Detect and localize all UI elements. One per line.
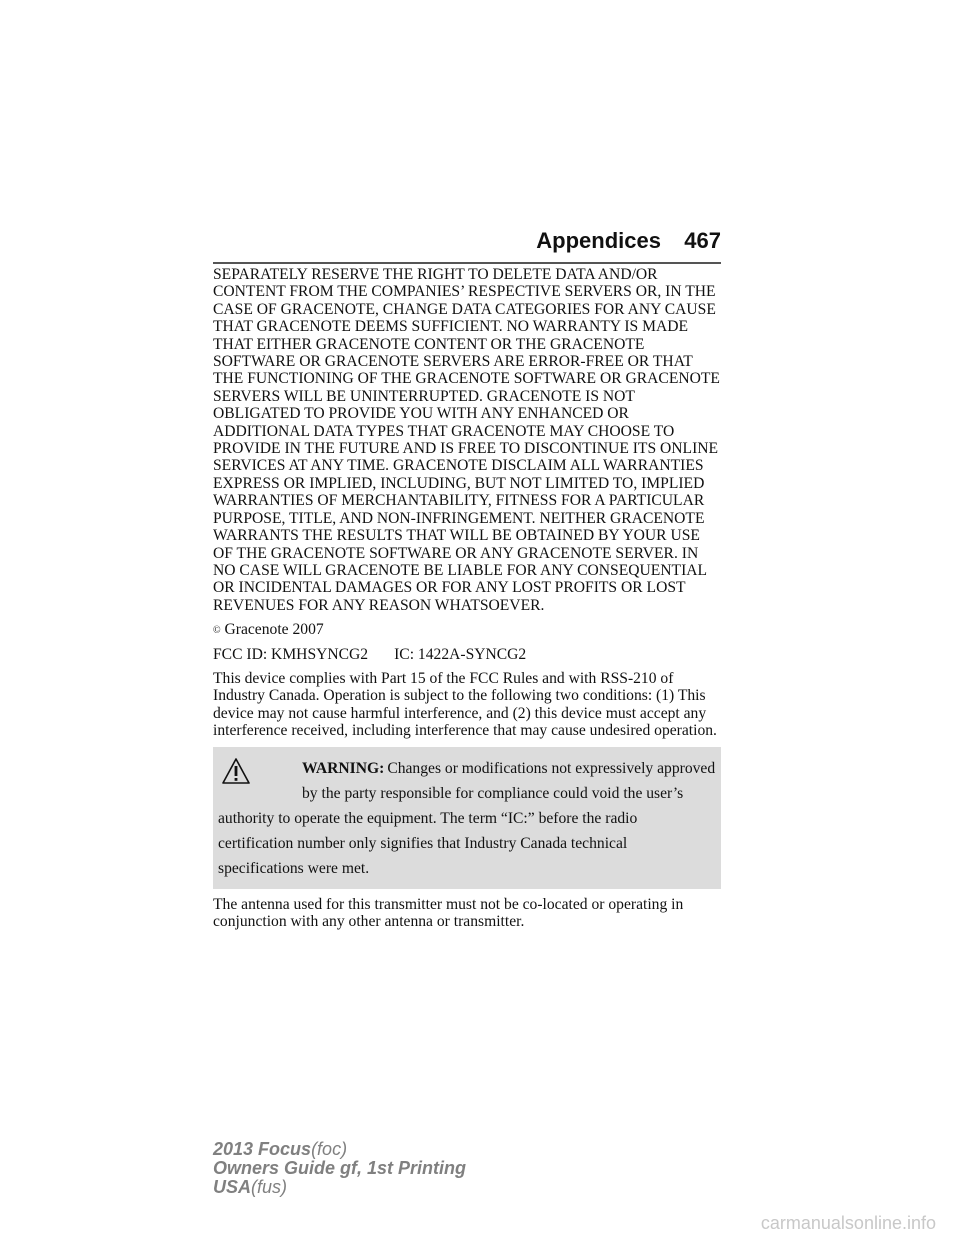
page-content <box>213 266 721 937</box>
warning-line-4: certification number only signifies that Industry Canada technical <box>218 834 628 852</box>
footer-guide-line: Owners Guide gf, 1st Printing <box>213 1158 467 1178</box>
warning-line-1: WARNING: Changes or modifications not expressively approved <box>302 759 716 777</box>
warning-line-5: specifications were met. <box>218 859 370 877</box>
copyright-symbol: © <box>213 625 221 637</box>
page-header <box>213 226 721 264</box>
footer-region-line: USA(fus) <box>213 1177 288 1197</box>
site-watermark: carmanualsonline.info <box>760 1213 936 1233</box>
warning-label: WARNING: <box>302 759 385 777</box>
antenna-paragraph: The antenna used for this transmitter must not be co-located or operating in conjunction with any other antenna or transmitter. <box>213 895 684 930</box>
footer-model-line: 2013 Focus(foc) <box>213 1139 348 1159</box>
warning-triangle-icon <box>221 757 251 785</box>
fcc-ic-line <box>213 646 721 663</box>
warning-line-3: authority to operate the equipment. The term “IC:” before the radio <box>218 809 638 827</box>
page-number: 467 <box>684 228 721 253</box>
fcc-id: FCC ID: KMHSYNCG2 <box>213 645 369 663</box>
legal-disclaimer-paragraph: SEPARATELY RESERVE THE RIGHT TO DELETE DATA AND/OR CONTENT FROM THE COMPANIES’ RESPECTIVE SERVERS OR, IN THE CASE OF GRACENOTE, CHANGE DATA CATEGORIES FOR ANY CAUSE THAT GRACENOTE DEEMS SUFFICIENT. NO WARRANTY IS MADE THAT EITHER GRACENOTE CONTENT OR THE GRACENOTE SOFTWARE OR GRACENOTE SERVERS ARE ERROR-FREE OR THAT THE FUNCTIONING OF THE GRACENOTE SOFTWARE OR GRACENOTE SERVERS WILL BE UNINTERRUPTED. GRACENOTE IS NOT OBLIGATED TO PROVIDE YOU WITH ANY ENHANCED OR ADDITIONAL DATA TYPES THAT GRACENOTE MAY CHOOSE TO PROVIDE IN THE FUTURE AND IS FREE TO DISCONTINUE ITS ONLINE SERVICES AT ANY TIME. GRACENOTE DISCLAIM ALL WARRANTIES EXPRESS OR IMPLIED, INCLUDING, BUT NOT LIMITED TO, IMPLIED WARRANTIES OF MERCHANTABILITY, FITNESS FOR A PARTICULAR PURPOSE, TITLE, AND NON-INFRINGEMENT. NEITHER GRACENOTE WARRANTS THE RESULTS THAT WILL BE OBTAINED BY YOUR USE OF THE GRACENOTE SOFTWARE OR ANY GRACENOTE SERVER. IN NO CASE WILL GRACENOTE BE LIABLE FOR ANY CONSEQUENTIAL OR INCIDENTAL DAMAGES OR FOR ANY LOST PROFITS OR LOST REVENUES FOR ANY REASON WHATSOEVER. <box>213 266 720 614</box>
warning-line-2: by the party responsible for compliance could void the user’s <box>302 784 684 802</box>
copyright-line <box>213 621 721 638</box>
section-title: Appendices <box>536 228 661 253</box>
print-footer <box>213 1140 466 1197</box>
ic-id: IC: 1422A-SYNCG2 <box>394 645 527 663</box>
copyright-text: Gracenote 2007 <box>224 621 324 639</box>
compliance-paragraph: This device complies with Part 15 of the FCC Rules and with RSS-210 of Industry Canada. Operation is subject to the following two conditions: (1) This device may not cause harmful interference, and (2) this device must accept any interference received, including interference that may cause undesired operation. <box>213 669 717 740</box>
warning-box <box>213 747 721 889</box>
